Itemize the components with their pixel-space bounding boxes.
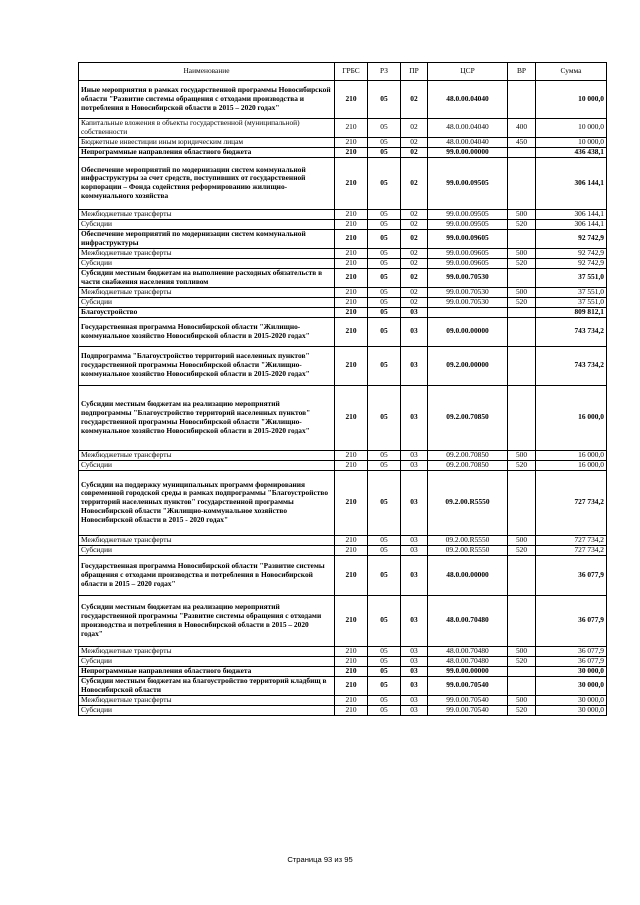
table-row bbox=[79, 385, 607, 450]
header-pr: ПР bbox=[401, 63, 428, 81]
table-row bbox=[79, 545, 607, 555]
cell-pr: 02 bbox=[401, 268, 428, 287]
cell-name: Иные мероприятия в рамках государственной программы Новосибирской области "Развитие системы обращения с отходами производства и потребления в Новосибирской области в 2015 – 2020 годах" bbox=[79, 81, 335, 119]
cell-grbs: 210 bbox=[335, 258, 368, 268]
cell-pr: 03 bbox=[401, 666, 428, 676]
cell-name: Субсидии bbox=[79, 297, 335, 307]
cell-csr: 48.0.00.70480 bbox=[428, 595, 508, 646]
cell-rz: 05 bbox=[368, 81, 401, 119]
cell-grbs: 210 bbox=[335, 248, 368, 258]
cell-sum: 16 000,0 bbox=[536, 385, 607, 450]
cell-csr bbox=[428, 307, 508, 317]
cell-csr: 09.2.00.70850 bbox=[428, 450, 508, 460]
cell-pr: 03 bbox=[401, 656, 428, 666]
cell-vr bbox=[508, 346, 536, 385]
table-header-row bbox=[79, 63, 607, 81]
cell-rz: 05 bbox=[368, 219, 401, 229]
cell-csr: 48.0.00.70480 bbox=[428, 646, 508, 656]
cell-rz: 05 bbox=[368, 248, 401, 258]
table-row bbox=[79, 147, 607, 157]
cell-sum: 92 742,9 bbox=[536, 248, 607, 258]
cell-name: Благоустройство bbox=[79, 307, 335, 317]
table-row bbox=[79, 555, 607, 595]
table-row bbox=[79, 268, 607, 287]
cell-vr: 500 bbox=[508, 248, 536, 258]
cell-sum: 10 000,0 bbox=[536, 137, 607, 147]
cell-pr: 02 bbox=[401, 248, 428, 258]
cell-name: Субсидии bbox=[79, 656, 335, 666]
table-row bbox=[79, 137, 607, 147]
cell-name: Субсидии местным бюджетам на выполнение расходных обязательств в части снабжения населения топливом bbox=[79, 268, 335, 287]
cell-csr: 48.0.00.04040 bbox=[428, 137, 508, 147]
cell-rz: 05 bbox=[368, 676, 401, 695]
cell-grbs: 210 bbox=[335, 385, 368, 450]
header-name: Наименование bbox=[79, 63, 335, 81]
table-row bbox=[79, 656, 607, 666]
cell-csr: 99.0.00.70540 bbox=[428, 705, 508, 715]
cell-rz: 05 bbox=[368, 317, 401, 346]
cell-sum: 36 077,9 bbox=[536, 595, 607, 646]
cell-pr: 02 bbox=[401, 229, 428, 248]
cell-vr bbox=[508, 157, 536, 209]
cell-sum: 436 438,1 bbox=[536, 147, 607, 157]
cell-pr: 02 bbox=[401, 287, 428, 297]
cell-name: Бюджетные инвестиции иным юридическим лицам bbox=[79, 137, 335, 147]
page-number: Страница 93 из 95 bbox=[287, 855, 353, 864]
cell-rz: 05 bbox=[368, 555, 401, 595]
cell-name: Субсидии bbox=[79, 545, 335, 555]
cell-grbs: 210 bbox=[335, 229, 368, 248]
cell-pr: 02 bbox=[401, 157, 428, 209]
cell-rz: 05 bbox=[368, 666, 401, 676]
cell-vr bbox=[508, 229, 536, 248]
cell-rz: 05 bbox=[368, 545, 401, 555]
cell-sum: 30 000,0 bbox=[536, 705, 607, 715]
cell-grbs: 210 bbox=[335, 705, 368, 715]
cell-vr bbox=[508, 147, 536, 157]
table-row bbox=[79, 297, 607, 307]
cell-vr: 520 bbox=[508, 545, 536, 555]
cell-name: Межбюджетные трансферты bbox=[79, 450, 335, 460]
cell-sum: 30 000,0 bbox=[536, 666, 607, 676]
table-row bbox=[79, 460, 607, 470]
cell-pr: 02 bbox=[401, 137, 428, 147]
cell-csr: 48.0.00.70480 bbox=[428, 656, 508, 666]
table-row bbox=[79, 219, 607, 229]
table-row bbox=[79, 287, 607, 297]
cell-grbs: 210 bbox=[335, 450, 368, 460]
cell-name: Межбюджетные трансферты bbox=[79, 535, 335, 545]
cell-rz: 05 bbox=[368, 385, 401, 450]
cell-csr: 48.0.00.04040 bbox=[428, 81, 508, 119]
cell-pr: 03 bbox=[401, 676, 428, 695]
table-row bbox=[79, 695, 607, 705]
cell-sum: 306 144,1 bbox=[536, 157, 607, 209]
cell-csr: 09.2.00.R5550 bbox=[428, 545, 508, 555]
cell-pr: 02 bbox=[401, 119, 428, 138]
cell-grbs: 210 bbox=[335, 646, 368, 656]
table-row bbox=[79, 705, 607, 715]
cell-rz: 05 bbox=[368, 147, 401, 157]
cell-sum: 36 077,9 bbox=[536, 555, 607, 595]
cell-rz: 05 bbox=[368, 229, 401, 248]
cell-name: Межбюджетные трансферты bbox=[79, 248, 335, 258]
cell-sum: 36 077,9 bbox=[536, 656, 607, 666]
cell-sum: 10 000,0 bbox=[536, 81, 607, 119]
cell-grbs: 210 bbox=[335, 137, 368, 147]
cell-sum: 743 734,2 bbox=[536, 317, 607, 346]
table-row bbox=[79, 258, 607, 268]
cell-vr: 520 bbox=[508, 258, 536, 268]
cell-csr: 09.2.00.70850 bbox=[428, 460, 508, 470]
cell-rz: 05 bbox=[368, 119, 401, 138]
cell-sum: 37 551,0 bbox=[536, 287, 607, 297]
cell-pr: 02 bbox=[401, 219, 428, 229]
cell-grbs: 210 bbox=[335, 317, 368, 346]
table-row bbox=[79, 119, 607, 138]
cell-rz: 05 bbox=[368, 157, 401, 209]
cell-pr: 03 bbox=[401, 595, 428, 646]
header-csr: ЦСР bbox=[428, 63, 508, 81]
cell-grbs: 210 bbox=[335, 209, 368, 219]
cell-grbs: 210 bbox=[335, 595, 368, 646]
cell-pr: 02 bbox=[401, 147, 428, 157]
cell-name: Субсидии местным бюджетам на реализацию мероприятий государственной программы "Развитие системы обращения с отходами производства и потребления в Новосибирской области в 2015 – 2020 годах" bbox=[79, 595, 335, 646]
cell-rz: 05 bbox=[368, 470, 401, 535]
cell-name: Непрограммные направления областного бюджета bbox=[79, 147, 335, 157]
cell-csr: 99.0.00.70540 bbox=[428, 676, 508, 695]
cell-name: Субсидии местным бюджетам на благоустройство территорий кладбищ в Новосибирской области bbox=[79, 676, 335, 695]
table-row bbox=[79, 595, 607, 646]
cell-pr: 03 bbox=[401, 450, 428, 460]
cell-grbs: 210 bbox=[335, 157, 368, 209]
cell-csr: 09.0.00.00000 bbox=[428, 317, 508, 346]
cell-rz: 05 bbox=[368, 307, 401, 317]
cell-csr: 48.0.00.04040 bbox=[428, 119, 508, 138]
table-row bbox=[79, 317, 607, 346]
cell-vr: 500 bbox=[508, 287, 536, 297]
cell-sum: 37 551,0 bbox=[536, 297, 607, 307]
table-row bbox=[79, 450, 607, 460]
cell-pr: 02 bbox=[401, 297, 428, 307]
cell-name: Межбюджетные трансферты bbox=[79, 287, 335, 297]
cell-grbs: 210 bbox=[335, 555, 368, 595]
cell-grbs: 210 bbox=[335, 119, 368, 138]
cell-csr: 99.0.00.09505 bbox=[428, 157, 508, 209]
cell-grbs: 210 bbox=[335, 676, 368, 695]
cell-grbs: 210 bbox=[335, 666, 368, 676]
cell-vr bbox=[508, 676, 536, 695]
cell-vr: 520 bbox=[508, 656, 536, 666]
cell-vr: 500 bbox=[508, 646, 536, 656]
cell-rz: 05 bbox=[368, 297, 401, 307]
cell-grbs: 210 bbox=[335, 219, 368, 229]
cell-name: Субсидии bbox=[79, 460, 335, 470]
cell-pr: 03 bbox=[401, 460, 428, 470]
cell-csr: 99.0.00.00000 bbox=[428, 666, 508, 676]
cell-csr: 09.2.00.R5550 bbox=[428, 470, 508, 535]
cell-sum: 36 077,9 bbox=[536, 646, 607, 656]
cell-sum: 743 734,2 bbox=[536, 346, 607, 385]
cell-name: Субсидии bbox=[79, 258, 335, 268]
cell-rz: 05 bbox=[368, 656, 401, 666]
cell-pr: 02 bbox=[401, 209, 428, 219]
cell-csr: 99.0.00.70530 bbox=[428, 297, 508, 307]
table-row bbox=[79, 248, 607, 258]
header-vr: ВР bbox=[508, 63, 536, 81]
cell-csr: 48.0.00.00000 bbox=[428, 555, 508, 595]
cell-sum: 306 144,1 bbox=[536, 219, 607, 229]
cell-rz: 05 bbox=[368, 450, 401, 460]
cell-grbs: 210 bbox=[335, 535, 368, 545]
table-body bbox=[79, 81, 607, 716]
table-row bbox=[79, 307, 607, 317]
cell-csr: 99.0.00.09605 bbox=[428, 258, 508, 268]
cell-pr: 03 bbox=[401, 545, 428, 555]
cell-rz: 05 bbox=[368, 595, 401, 646]
cell-vr: 450 bbox=[508, 137, 536, 147]
cell-name: Обеспечение мероприятий по модернизации систем коммунальной инфраструктуры bbox=[79, 229, 335, 248]
cell-csr: 99.0.00.70530 bbox=[428, 287, 508, 297]
cell-vr bbox=[508, 385, 536, 450]
cell-sum: 16 000,0 bbox=[536, 460, 607, 470]
cell-grbs: 210 bbox=[335, 297, 368, 307]
table-row bbox=[79, 676, 607, 695]
cell-vr bbox=[508, 268, 536, 287]
cell-rz: 05 bbox=[368, 705, 401, 715]
cell-grbs: 210 bbox=[335, 268, 368, 287]
cell-vr bbox=[508, 555, 536, 595]
cell-rz: 05 bbox=[368, 646, 401, 656]
cell-sum: 30 000,0 bbox=[536, 695, 607, 705]
cell-pr: 03 bbox=[401, 535, 428, 545]
cell-grbs: 210 bbox=[335, 81, 368, 119]
cell-name: Межбюджетные трансферты bbox=[79, 209, 335, 219]
cell-sum: 16 000,0 bbox=[536, 450, 607, 460]
cell-sum: 727 734,2 bbox=[536, 470, 607, 535]
table-row bbox=[79, 346, 607, 385]
cell-pr: 03 bbox=[401, 705, 428, 715]
table-row bbox=[79, 157, 607, 209]
cell-rz: 05 bbox=[368, 209, 401, 219]
cell-rz: 05 bbox=[368, 137, 401, 147]
cell-rz: 05 bbox=[368, 287, 401, 297]
table-row bbox=[79, 535, 607, 545]
cell-sum: 37 551,0 bbox=[536, 268, 607, 287]
cell-name: Подпрограмма "Благоустройство территорий населенных пунктов" государственной программы Новосибирской области "Жилищно-коммунальное хозяйство Новосибирской области в 2015-2020 годах" bbox=[79, 346, 335, 385]
cell-vr bbox=[508, 595, 536, 646]
cell-name: Субсидии bbox=[79, 705, 335, 715]
table-row bbox=[79, 646, 607, 656]
cell-csr: 99.0.00.70530 bbox=[428, 268, 508, 287]
cell-sum: 30 000,0 bbox=[536, 676, 607, 695]
cell-csr: 99.0.00.09505 bbox=[428, 219, 508, 229]
header-rz: РЗ bbox=[368, 63, 401, 81]
cell-csr: 09.2.00.00000 bbox=[428, 346, 508, 385]
cell-vr: 520 bbox=[508, 705, 536, 715]
cell-csr: 99.0.00.09605 bbox=[428, 248, 508, 258]
cell-csr: 99.0.00.09505 bbox=[428, 209, 508, 219]
cell-pr: 03 bbox=[401, 317, 428, 346]
cell-grbs: 210 bbox=[335, 307, 368, 317]
cell-pr: 03 bbox=[401, 555, 428, 595]
cell-vr: 520 bbox=[508, 297, 536, 307]
cell-name: Непрограммные направления областного бюджета bbox=[79, 666, 335, 676]
cell-pr: 02 bbox=[401, 81, 428, 119]
cell-vr: 520 bbox=[508, 460, 536, 470]
cell-grbs: 210 bbox=[335, 147, 368, 157]
cell-rz: 05 bbox=[368, 460, 401, 470]
cell-csr: 09.2.00.R5550 bbox=[428, 535, 508, 545]
table-row bbox=[79, 229, 607, 248]
cell-name: Субсидии местным бюджетам на реализацию мероприятий подпрограммы "Благоустройство территорий населенных пунктов" государственной программы Новосибирской области "Жилищно-коммунальное хозяйство Новосибирской области в 2015-2020 годах" bbox=[79, 385, 335, 450]
cell-name: Обеспечение мероприятий по модернизации систем коммунальной инфраструктуры за счет средств, поступивших от государственной корпорации – Фонда содействия реформированию жилищно-коммунального хозяйства bbox=[79, 157, 335, 209]
cell-rz: 05 bbox=[368, 695, 401, 705]
cell-vr: 520 bbox=[508, 219, 536, 229]
cell-vr: 400 bbox=[508, 119, 536, 138]
cell-pr: 03 bbox=[401, 346, 428, 385]
cell-vr bbox=[508, 81, 536, 119]
budget-table bbox=[78, 62, 607, 716]
cell-rz: 05 bbox=[368, 258, 401, 268]
cell-name: Капитальные вложения в объекты государственной (муниципальной) собственности bbox=[79, 119, 335, 138]
header-grbs: ГРБС bbox=[335, 63, 368, 81]
cell-sum: 10 000,0 bbox=[536, 119, 607, 138]
cell-csr: 09.2.00.70850 bbox=[428, 385, 508, 450]
cell-sum: 92 742,9 bbox=[536, 229, 607, 248]
cell-grbs: 210 bbox=[335, 695, 368, 705]
cell-grbs: 210 bbox=[335, 346, 368, 385]
cell-sum: 306 144,1 bbox=[536, 209, 607, 219]
cell-pr: 03 bbox=[401, 646, 428, 656]
cell-grbs: 210 bbox=[335, 545, 368, 555]
cell-name: Государственная программа Новосибирской области "Жилищно-коммунальное хозяйство Новосибирской области в 2015-2020 годах" bbox=[79, 317, 335, 346]
cell-name: Субсидии на поддержку муниципальных программ формирования современной городской среды в рамках подпрограммы "Благоустройство территорий населенных пунктов" государственной программы Новосибирской области "Жилищно-коммунальное хозяйство Новосибирской области в 2015 - 2020 годах" bbox=[79, 470, 335, 535]
cell-vr bbox=[508, 666, 536, 676]
cell-pr: 02 bbox=[401, 258, 428, 268]
cell-rz: 05 bbox=[368, 268, 401, 287]
cell-csr: 99.0.00.70540 bbox=[428, 695, 508, 705]
cell-sum: 727 734,2 bbox=[536, 545, 607, 555]
table-row bbox=[79, 470, 607, 535]
cell-grbs: 210 bbox=[335, 287, 368, 297]
cell-rz: 05 bbox=[368, 535, 401, 545]
cell-csr: 99.0.00.09605 bbox=[428, 229, 508, 248]
cell-grbs: 210 bbox=[335, 470, 368, 535]
cell-vr: 500 bbox=[508, 535, 536, 545]
cell-pr: 03 bbox=[401, 470, 428, 535]
cell-name: Субсидии bbox=[79, 219, 335, 229]
cell-sum: 727 734,2 bbox=[536, 535, 607, 545]
cell-vr: 500 bbox=[508, 209, 536, 219]
cell-grbs: 210 bbox=[335, 460, 368, 470]
table-row bbox=[79, 209, 607, 219]
cell-pr: 03 bbox=[401, 385, 428, 450]
cell-pr: 03 bbox=[401, 307, 428, 317]
cell-sum: 809 812,1 bbox=[536, 307, 607, 317]
cell-name: Межбюджетные трансферты bbox=[79, 695, 335, 705]
header-sum: Сумма bbox=[536, 63, 607, 81]
cell-grbs: 210 bbox=[335, 656, 368, 666]
cell-rz: 05 bbox=[368, 346, 401, 385]
cell-sum: 92 742,9 bbox=[536, 258, 607, 268]
cell-csr: 99.0.00.00000 bbox=[428, 147, 508, 157]
cell-vr bbox=[508, 307, 536, 317]
cell-pr: 03 bbox=[401, 695, 428, 705]
table-row bbox=[79, 81, 607, 119]
table-row bbox=[79, 666, 607, 676]
cell-name: Государственная программа Новосибирской области "Развитие системы обращения с отходами производства и потребления в Новосибирской области в 2015 – 2020 годах" bbox=[79, 555, 335, 595]
cell-vr: 500 bbox=[508, 695, 536, 705]
cell-name: Межбюджетные трансферты bbox=[79, 646, 335, 656]
cell-vr bbox=[508, 317, 536, 346]
cell-vr: 500 bbox=[508, 450, 536, 460]
cell-vr bbox=[508, 470, 536, 535]
